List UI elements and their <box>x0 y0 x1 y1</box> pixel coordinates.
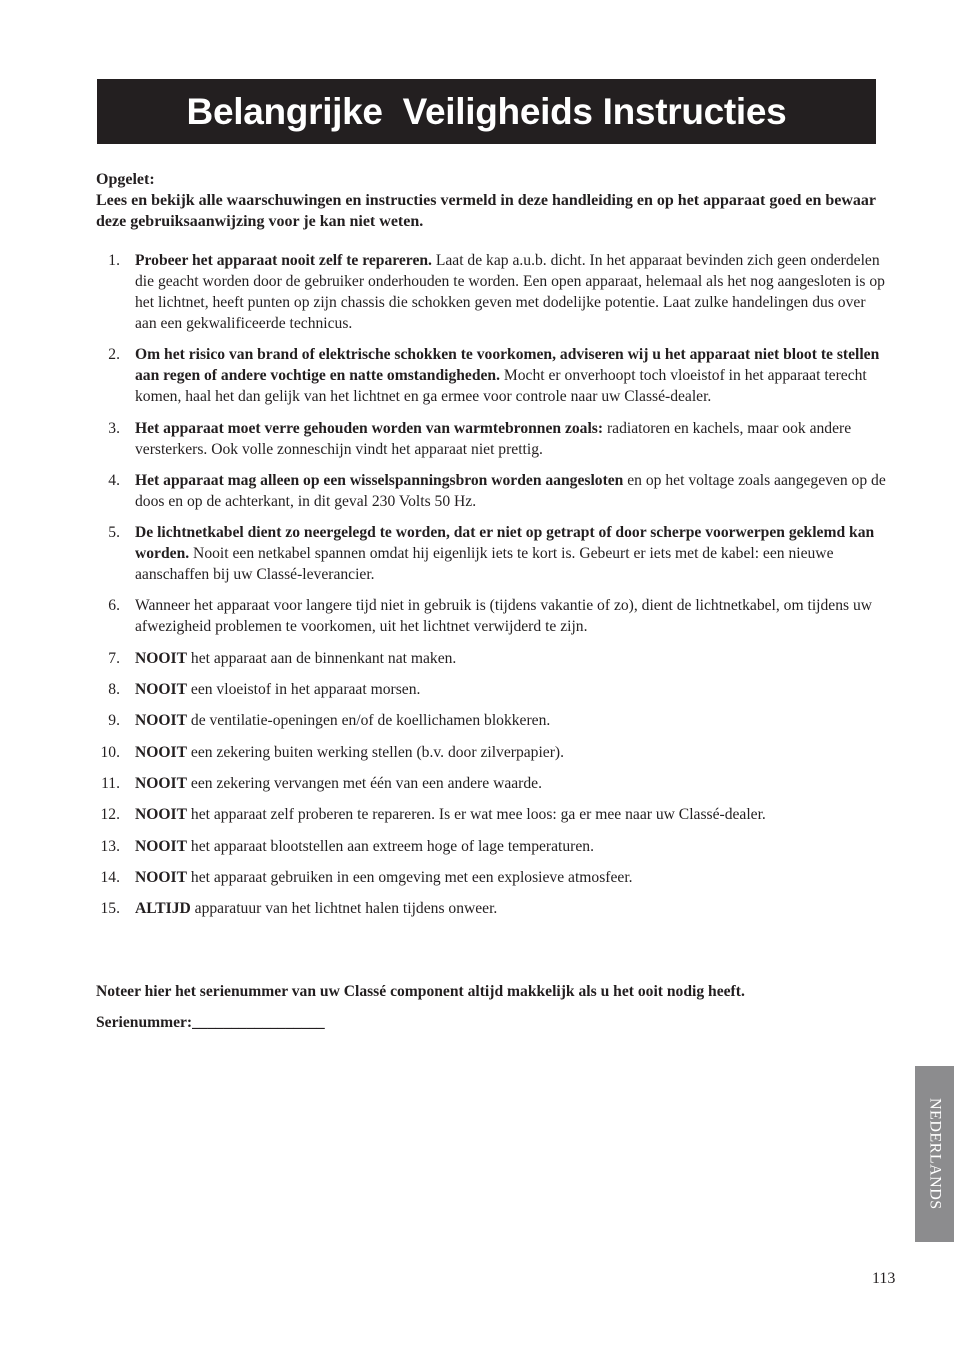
item-bold-text: Probeer het apparaat nooit zelf te repareren. <box>135 252 432 269</box>
list-item <box>96 836 886 857</box>
list-item <box>96 522 886 585</box>
item-body <box>135 648 886 669</box>
item-bold-text: Het apparaat moet verre gehouden worden van warmtebronnen zoals: <box>135 419 604 437</box>
item-number: 10. <box>100 743 120 761</box>
item-bold-text: NOOIT <box>135 743 187 761</box>
item-number: 2. <box>108 346 120 364</box>
item-text: radiatoren en kachels, maar ook andere versterkers. Ook volle zonneschijn vindt het apparaat niet prettig. <box>135 419 852 458</box>
item-bold-text: ALTIJD <box>135 900 191 918</box>
item-number: 3. <box>108 419 120 437</box>
serial-note: Noteer hier het serienummer van uw Classé component altijd makkelijk als u het ooit nodig heeft. <box>96 983 745 1000</box>
list-item <box>96 679 886 700</box>
item-text: Nooit een netkabel spannen omdat hij eigenlijk iets te kort is. Gebeurt er iets met de kabel: een nieuwe aanschaffen bij uw Classé-leverancier. <box>135 545 834 584</box>
list-item <box>96 898 886 919</box>
list-item <box>96 418 886 460</box>
item-text: de ventilatie-openingen en/of de koellichamen blokkeren. <box>187 712 551 730</box>
item-number: 5. <box>108 524 120 542</box>
item-text: Wanneer het apparaat voor langere tijd niet in gebruik is (tijdens vakantie of zo), dient de lichtnetkabel, om tijdens uw afwezigheid problemen te voorkomen, uit het lichtnet verwijderd te zijn. <box>135 597 873 636</box>
item-bold-text: NOOIT <box>135 681 187 699</box>
item-number: 6. <box>108 597 120 615</box>
item-number: 11. <box>101 774 120 792</box>
item-body <box>135 836 886 857</box>
item-bold-text: NOOIT <box>135 837 187 855</box>
item-body <box>135 470 886 512</box>
warning-heading: Opgelet: <box>96 171 155 188</box>
item-body <box>135 344 886 407</box>
list-item <box>96 595 886 637</box>
item-number: 13. <box>100 837 120 855</box>
item-text: apparatuur van het lichtnet halen tijdens onweer. <box>190 900 498 918</box>
list-item <box>96 710 886 731</box>
item-text: het apparaat aan de binnenkant nat maken. <box>187 649 457 667</box>
list-item <box>96 344 886 407</box>
item-body <box>135 595 886 637</box>
item-number: 12. <box>100 806 120 824</box>
language-tab <box>915 1066 954 1242</box>
list-item <box>96 470 886 512</box>
item-bold-text: NOOIT <box>135 774 187 792</box>
item-number: 9. <box>108 712 120 730</box>
warning-text: Lees en bekijk alle waarschuwingen en instructies vermeld in deze handleiding en op het apparaat goed en bewaar deze gebruiksaanwijzing voor je kan niet weten. <box>96 192 876 230</box>
item-body <box>135 898 886 919</box>
item-text: een vloeistof in het apparaat morsen. <box>187 681 421 699</box>
item-number: 1. <box>108 252 120 269</box>
item-body <box>135 679 886 700</box>
item-body <box>135 867 886 888</box>
item-number: 4. <box>108 471 120 489</box>
item-bold-text: NOOIT <box>135 712 187 730</box>
item-number: 15. <box>100 900 120 918</box>
item-text: een zekering buiten werking stellen (b.v. door zilverpapier). <box>187 743 564 761</box>
item-text: Mocht er onverhoopt toch vloeistof in het apparaat terecht komen, haal het dan gelijk van het lichtnet en ga ermee voor controle naar uw Classé-dealer. <box>135 367 867 406</box>
item-bold-text: Om het risico van brand of elektrische schokken te voorkomen, adviseren wij u het apparaat niet bloot te stellen aan regen of andere vochtige en natte omstandigheden. <box>135 346 880 385</box>
item-number: 7. <box>108 649 120 667</box>
item-bold-text: NOOIT <box>135 649 187 667</box>
list-item <box>96 742 886 763</box>
item-number: 14. <box>100 868 120 886</box>
item-bold-text: NOOIT <box>135 806 187 824</box>
item-text: Laat de kap a.u.b. dicht. In het apparaat bevinden zich geen onderdelen die geacht worden door de gebruiker onderhouden te worden. Een open apparaat, helemaal als het nog aangesloten is op het lichtnet, heeft punten op zijn chassis die schokken geven met dodelijke potentie. Laat zulke handelingen dus over aan een gekwalificeerde technicus. <box>135 252 885 332</box>
item-body <box>135 742 886 763</box>
item-text: een zekering vervangen met één van een andere waarde. <box>187 774 542 792</box>
item-text: het apparaat blootstellen aan extreem hoge of lage temperaturen. <box>187 837 594 855</box>
language-tab-label: NEDERLANDS <box>926 1098 944 1210</box>
item-body <box>135 773 886 794</box>
item-number: 8. <box>108 681 120 699</box>
list-item <box>96 648 886 669</box>
safety-instructions-list <box>96 250 886 929</box>
page-title: Belangrijke Veiligheids Instructies <box>186 90 787 132</box>
list-item <box>96 867 886 888</box>
item-text: het apparaat zelf proberen te repareren. Is er wat mee loos: ga er mee naar uw Classé-dealer. <box>187 806 766 824</box>
item-body <box>135 804 886 825</box>
item-bold-text: NOOIT <box>135 868 187 886</box>
item-bold-text: Het apparaat mag alleen op een wisselspanningsbron worden aangesloten <box>135 471 624 489</box>
item-body <box>135 418 886 460</box>
item-text: en op het voltage zoals aangegeven op de doos en op de achterkant, in dit geval 230 Volts 50 Hz. <box>135 471 886 510</box>
list-item <box>96 773 886 794</box>
warning-block <box>96 169 886 232</box>
page-number: 113 <box>872 1270 896 1287</box>
item-text: het apparaat gebruiken in een omgeving met een explosieve atmosfeer. <box>187 868 633 886</box>
list-item <box>96 250 886 334</box>
title-bar <box>97 79 876 144</box>
item-body <box>135 522 886 585</box>
item-bold-text: De lichtnetkabel dient zo neergelegd te worden, dat er niet op getrapt of door scherpe voorwerpen geklemd kan worden. <box>135 524 875 563</box>
item-body <box>135 250 886 334</box>
item-body <box>135 710 886 731</box>
serial-number-field: Serienummer:_________________ <box>96 1014 325 1031</box>
list-item <box>96 804 886 825</box>
